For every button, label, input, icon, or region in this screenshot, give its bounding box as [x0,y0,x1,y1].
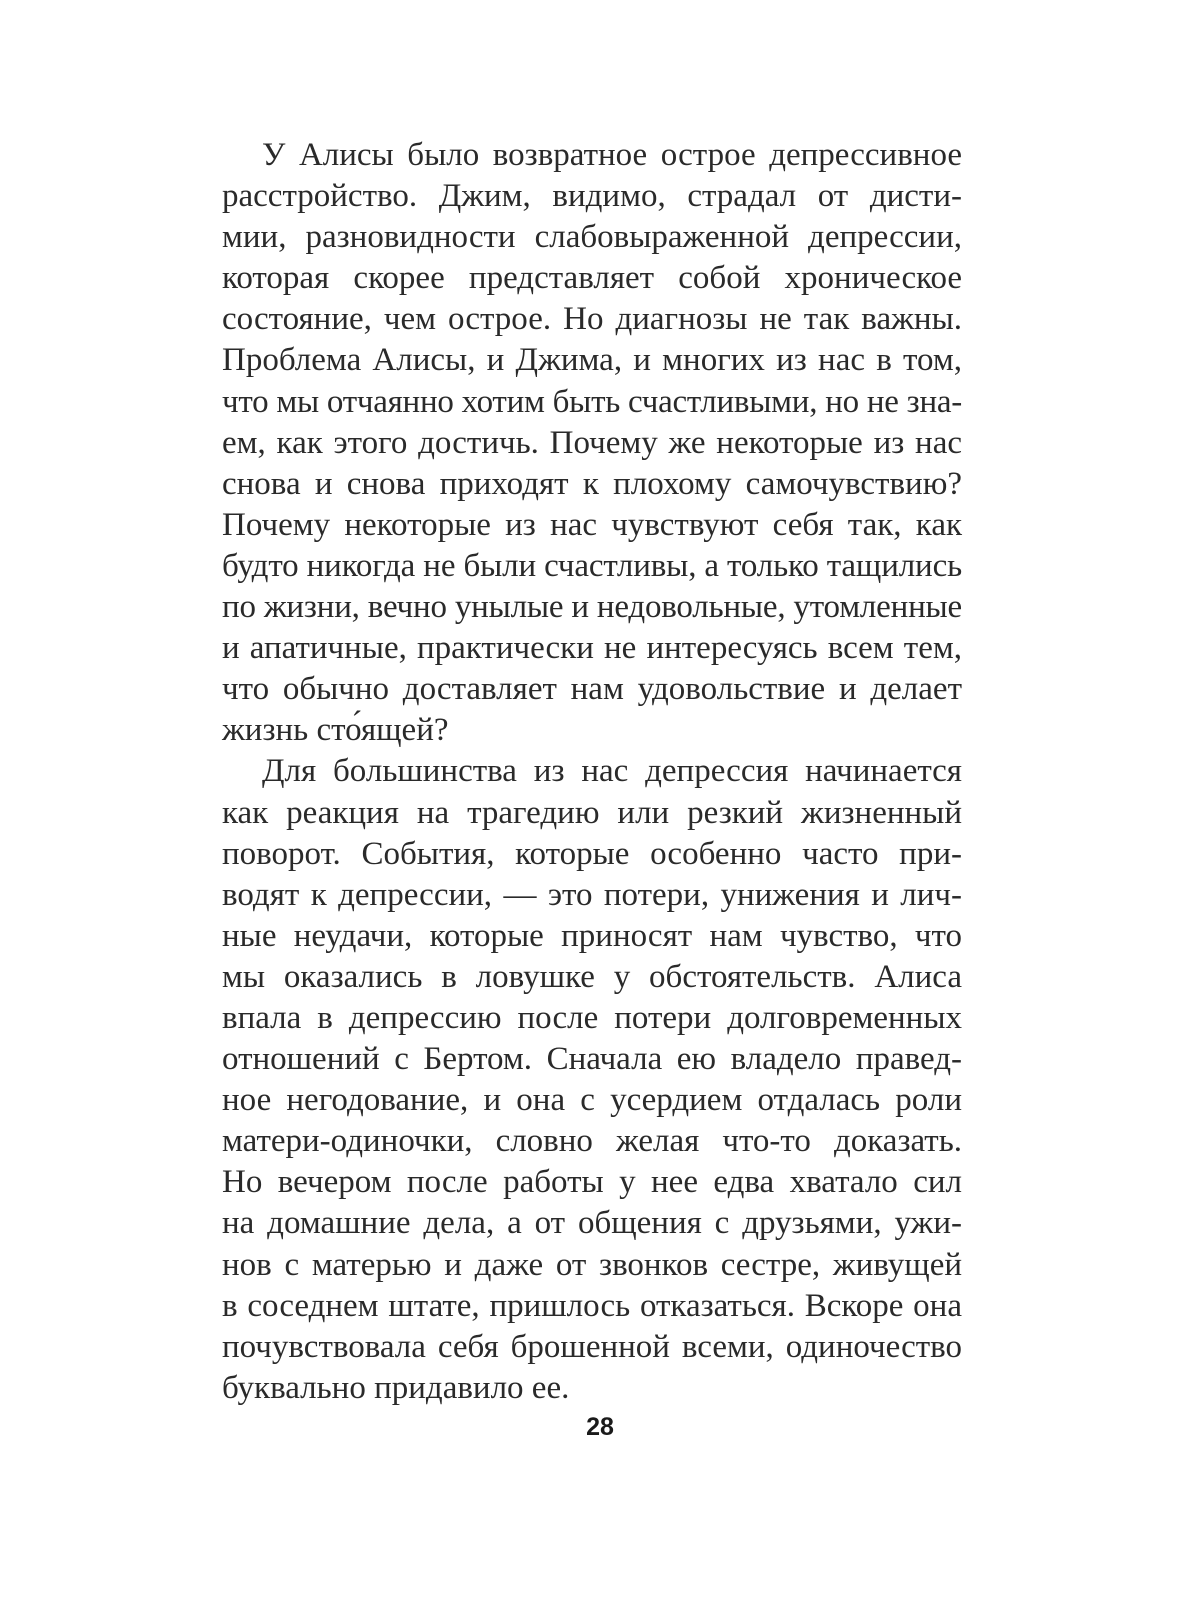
paragraph-1-line-5: состояние, чем острое. Но диагнозы не так важны. [222,301,962,338]
paragraph-1-line-14: что обычно доставляет нам удовольствие и делает [222,671,962,708]
paragraph-1-line-4: которая скорее представляет собой хроническое [222,260,962,297]
paragraph-1-line-2: расстройство. Джим, видимо, страдал от дисти- [222,178,962,215]
paragraph-1-line-6: Проблема Алисы, и Джима, и многих из нас в том, [222,342,962,379]
paragraph-1-line-15: жизнь сто́ящей? [222,712,449,749]
paragraph-2-line-5: ные неудачи, которые приносят нам чувство, что [222,917,962,954]
paragraph-1-line-3: мии, разновидности слабовыраженной депрессии, [222,219,962,256]
paragraph-1-line-8: ем, как этого достичь. Почему же некоторые из нас [222,424,962,461]
paragraph-2-line-3: поворот. События, которые особенно часто при- [222,835,962,872]
paragraph-2-line-10: матери-одиночки, словно желая что-то доказать. [222,1123,962,1160]
paragraph-2-line-9: ное негодование, и она с усердием отдалась роли [222,1082,962,1119]
paragraph-2-line-2: как реакция на трагедию или резкий жизненный [222,794,962,831]
paragraph-2-line-13: нов с матерью и даже от звонков сестре, живущей [222,1246,962,1283]
paragraph-2-line-11: Но вечером после работы у нее едва хватало сил [222,1164,962,1201]
paragraph-1-line-9: снова и снова приходят к плохому самочувствию? [222,465,962,502]
paragraph-1-line-12: по жизни, вечно унылые и недовольные, утомленные [222,589,962,626]
paragraph-2-line-7: впала в депрессию после потери долговременных [222,999,962,1036]
paragraph-2-line-16: буквально придавило ее. [222,1369,570,1406]
paragraph-2-line-6: мы оказались в ловушке у обстоятельств. Алиса [222,958,962,995]
page-number: 28 [586,1413,614,1441]
paragraph-1-line-13: и апатичные, практически не интересуясь всем тем, [222,630,962,667]
paragraph-1-line-10: Почему некоторые из нас чувствуют себя так, как [222,506,962,543]
paragraph-1-line-7: что мы отчаянно хотим быть счастливыми, но не зна- [222,383,962,420]
body-text [222,135,962,1409]
paragraph-2-line-14: в соседнем штате, пришлось отказаться. Вскоре она [222,1287,962,1324]
paragraph-2-line-4: водят к депрессии, — это потери, унижения и лич- [222,876,962,913]
paragraph-1-line-11: будто никогда не были счастливы, а только тащились [222,547,962,584]
paragraph-2-line-8: отношений с Бертом. Сначала ею владело правед- [222,1041,962,1078]
paragraph-2-line-1: Для большинства из нас депрессия начинается [262,753,962,790]
paragraph-2-line-12: на домашние дела, а от общения с друзьями, ужи- [222,1205,962,1242]
paragraph-1-line-1: У Алисы было возвратное острое депрессивное [262,137,962,173]
paragraph-2-line-15: почувствовала себя брошенной всеми, одиночество [222,1328,962,1365]
